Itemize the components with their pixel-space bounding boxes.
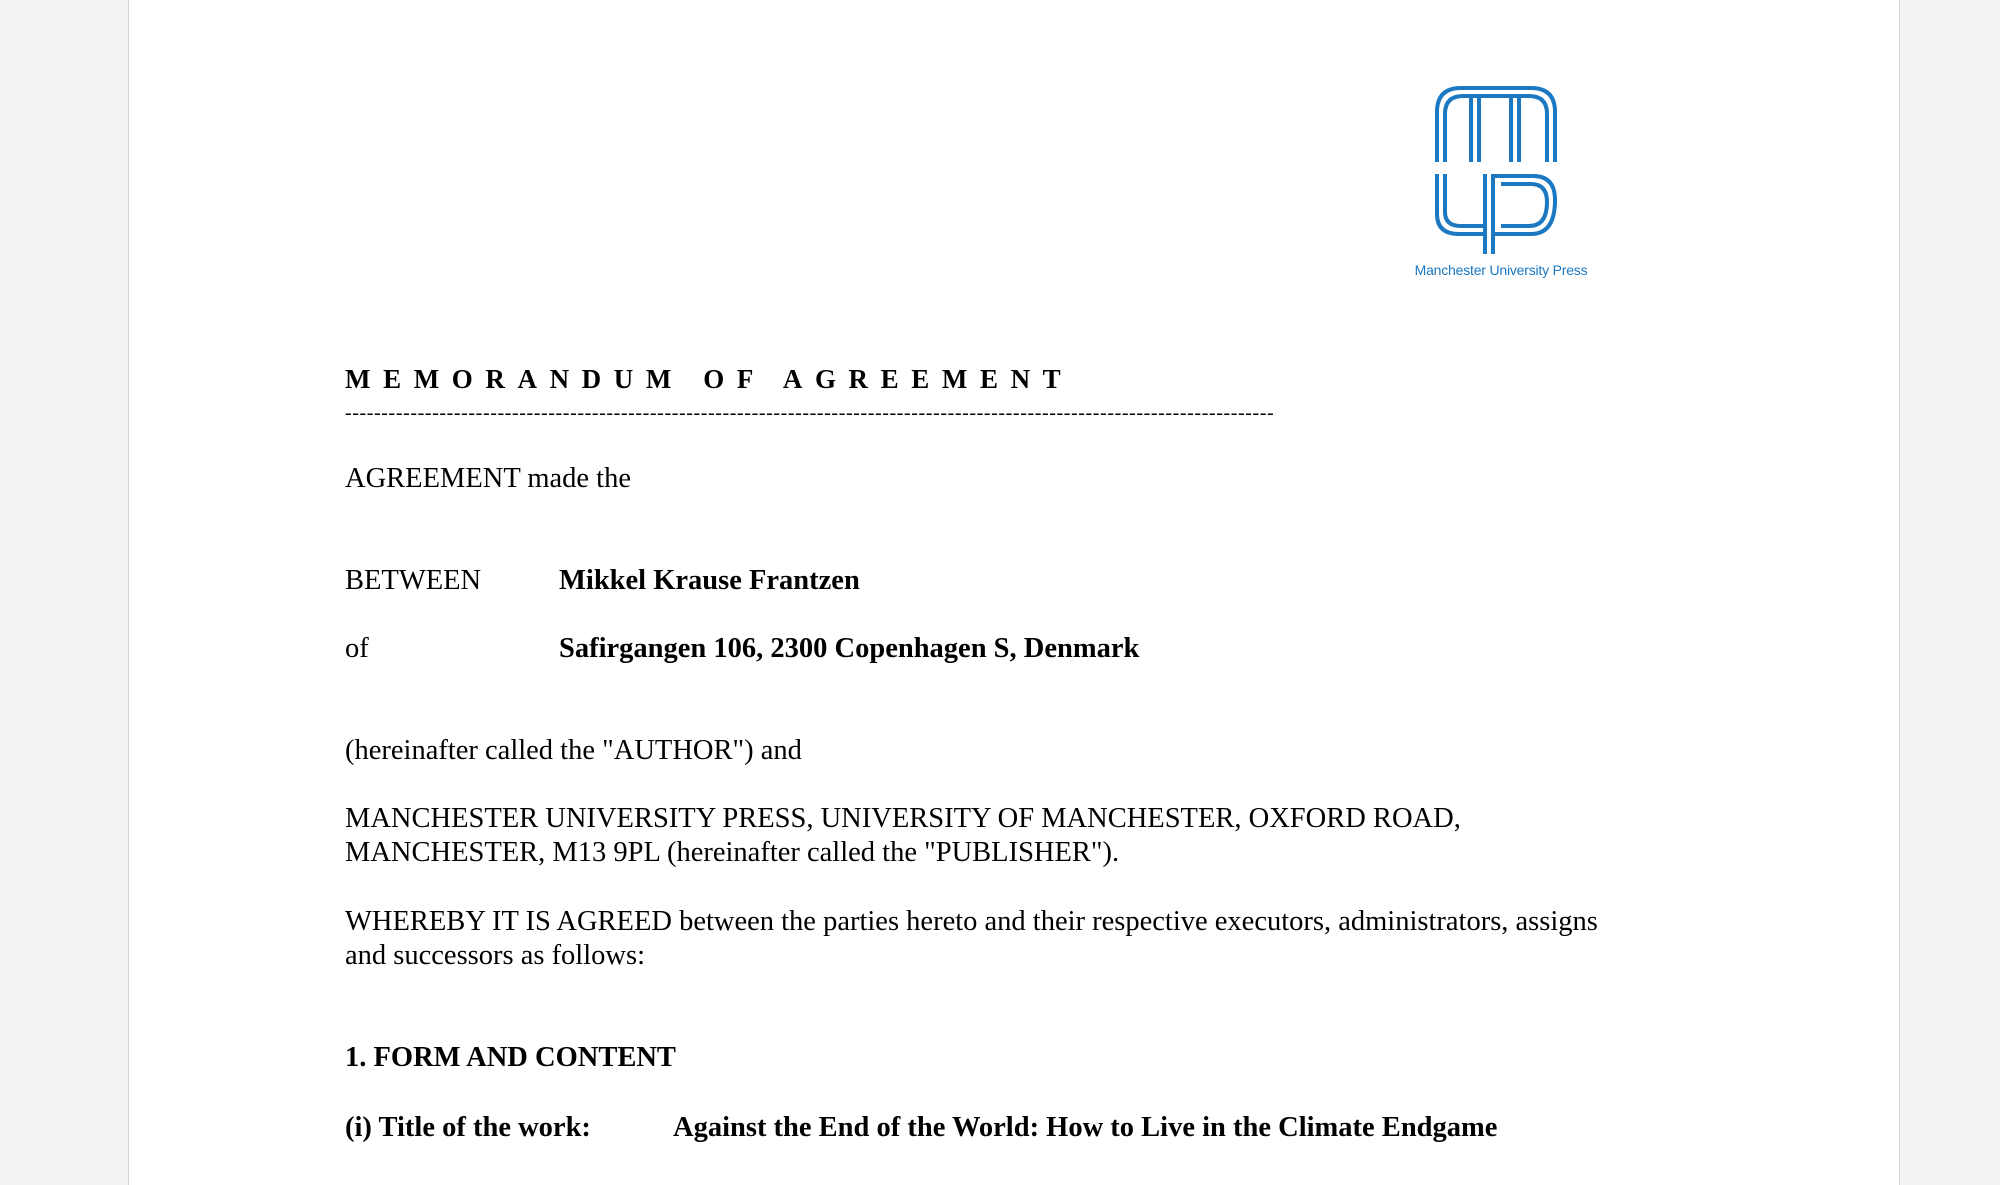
whereby-line-2: and successors as follows: [345, 940, 645, 971]
of-row [345, 632, 1140, 666]
title-separator: -------------------------------------------------------------------------------------------------------------------------------- [345, 402, 1275, 424]
title-of-work-row [345, 1111, 1498, 1145]
of-label: of [345, 633, 369, 664]
section-1-heading: 1. FORM AND CONTENT [345, 1042, 676, 1073]
mup-logo-icon [1433, 84, 1559, 256]
document-page [128, 0, 1900, 1185]
author-name: Mikkel Krause Frantzen [559, 565, 860, 596]
between-row [345, 564, 860, 598]
hereinafter-author-text: (hereinafter called the "AUTHOR") and [345, 735, 802, 766]
agreement-made-text: AGREEMENT made the [345, 463, 632, 494]
logo-text: Manchester University Press [1414, 262, 1588, 278]
publisher-line-2: MANCHESTER, M13 9PL (hereinafter called the "PUBLISHER"). [345, 837, 1120, 868]
title-of-work-value: Against the End of the World: How to Live in the Climate Endgame [673, 1112, 1498, 1143]
publisher-logo [1381, 84, 1621, 284]
whereby-line-1: WHEREBY IT IS AGREED between the parties hereto and their respective executors, administrators, assigns [345, 906, 1598, 937]
title-of-work-label: (i) Title of the work: [345, 1112, 591, 1143]
between-label: BETWEEN [345, 565, 482, 596]
author-address: Safirgangen 106, 2300 Copenhagen S, Denmark [559, 633, 1140, 664]
document-title: MEMORANDUM OF AGREEMENT [345, 364, 1074, 394]
publisher-line-1: MANCHESTER UNIVERSITY PRESS, UNIVERSITY OF MANCHESTER, OXFORD ROAD, [345, 803, 1461, 834]
